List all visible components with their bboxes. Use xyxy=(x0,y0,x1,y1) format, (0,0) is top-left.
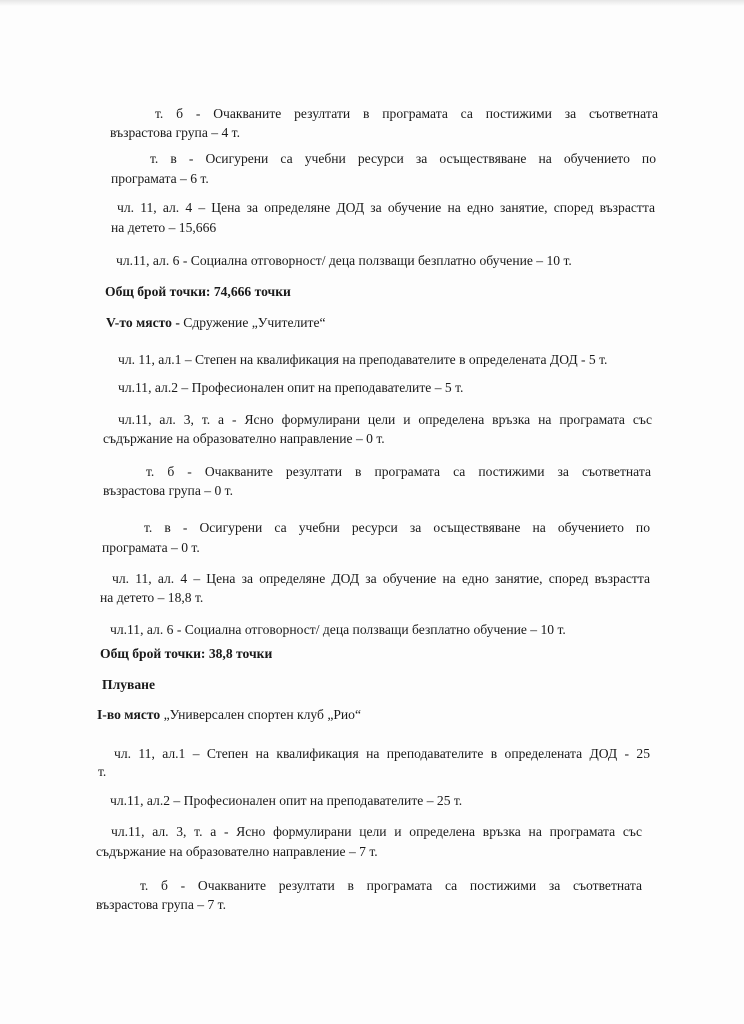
criterion-b-line-2-cont: възрастова група – 0 т. xyxy=(103,483,233,498)
scan-edge xyxy=(0,0,744,6)
place-1-heading xyxy=(97,706,361,723)
price-criterion-line-2-cont: на детето – 18,8 т. xyxy=(100,590,204,605)
price-criterion-line: чл. 11, ал. 4 – Цена за определяне ДОД за обучение на едно занятие, според възрастта xyxy=(117,200,655,215)
price-criterion-line-2: чл. 11, ал. 4 – Цена за определяне ДОД за обучение на едно занятие, според възрастта xyxy=(112,571,650,586)
qualification-criterion-line-3-cont: т. xyxy=(98,764,107,779)
criterion-b-line-3: т. б - Очакваните резултати в програмата са постижими за съответната xyxy=(140,878,642,893)
place-5-heading xyxy=(106,314,326,331)
goals-criterion-line-cont: съдържание на образователно направление – 0 т. xyxy=(103,431,385,446)
social-criterion-line-2: чл.11, ал. 6 - Социална отговорност/ деца ползващи безплатно обучение – 10 т. xyxy=(110,622,566,637)
goals-criterion-line-3: чл.11, ал. 3, т. а - Ясно формулирани цели и определена връзка на програмата със xyxy=(111,824,642,839)
total-points-2: Общ брой точки: 38,8 точки xyxy=(100,646,273,661)
section-swimming-heading: Плуване xyxy=(102,677,156,692)
place-1-name: „Универсален спортен клуб „Рио“ xyxy=(160,707,362,722)
qualification-criterion-line: чл. 11, ал.1 – Степен на квалификация на преподавателите в определената ДОД - 5 т. xyxy=(118,352,608,367)
price-criterion-line-cont: на детето – 15,666 xyxy=(111,220,217,235)
place-5-label: V-то място - xyxy=(106,315,180,330)
criterion-v-line-2: т. в - Осигурени са учебни ресурси за осъществяване на обучението по xyxy=(144,520,650,535)
goals-criterion-line: чл.11, ал. 3, т. а - Ясно формулирани цели и определена връзка на програмата със xyxy=(118,412,652,427)
criterion-v-line-2-cont: програмата – 0 т. xyxy=(102,540,200,555)
criterion-b-line: т. б - Очакваните резултати в програмата са постижими за съответната xyxy=(155,106,658,121)
place-1-label: I-во място xyxy=(97,707,161,722)
place-5-name: Сдружение „Учителите“ xyxy=(179,315,326,330)
criterion-v-line: т. в - Осигурени са учебни ресурси за осъществяване на обучението по xyxy=(150,151,656,166)
total-points-1: Общ брой точки: 74,666 точки xyxy=(105,284,291,299)
social-criterion-line: чл.11, ал. 6 - Социална отговорност/ деца ползващи безплатно обучение – 10 т. xyxy=(116,253,572,268)
qualification-criterion-line-3: чл. 11, ал.1 – Степен на квалификация на преподавателите в определената ДОД - 25 xyxy=(114,746,650,761)
experience-criterion-line-3: чл.11, ал.2 – Професионален опит на преподавателите – 25 т. xyxy=(110,793,463,808)
criterion-b-line-2: т. б - Очакваните резултати в програмата са постижими за съответната xyxy=(146,464,651,479)
criterion-v-line-cont: програмата – 6 т. xyxy=(111,171,209,186)
goals-criterion-line-3-cont: съдържание на образователно направление – 7 т. xyxy=(96,844,378,859)
criterion-b-line-cont: възрастова група – 4 т. xyxy=(110,125,240,140)
criterion-b-line-3-cont: възрастова група – 7 т. xyxy=(96,897,226,912)
experience-criterion-line: чл.11, ал.2 – Професионален опит на преподавателите – 5 т. xyxy=(118,380,464,395)
